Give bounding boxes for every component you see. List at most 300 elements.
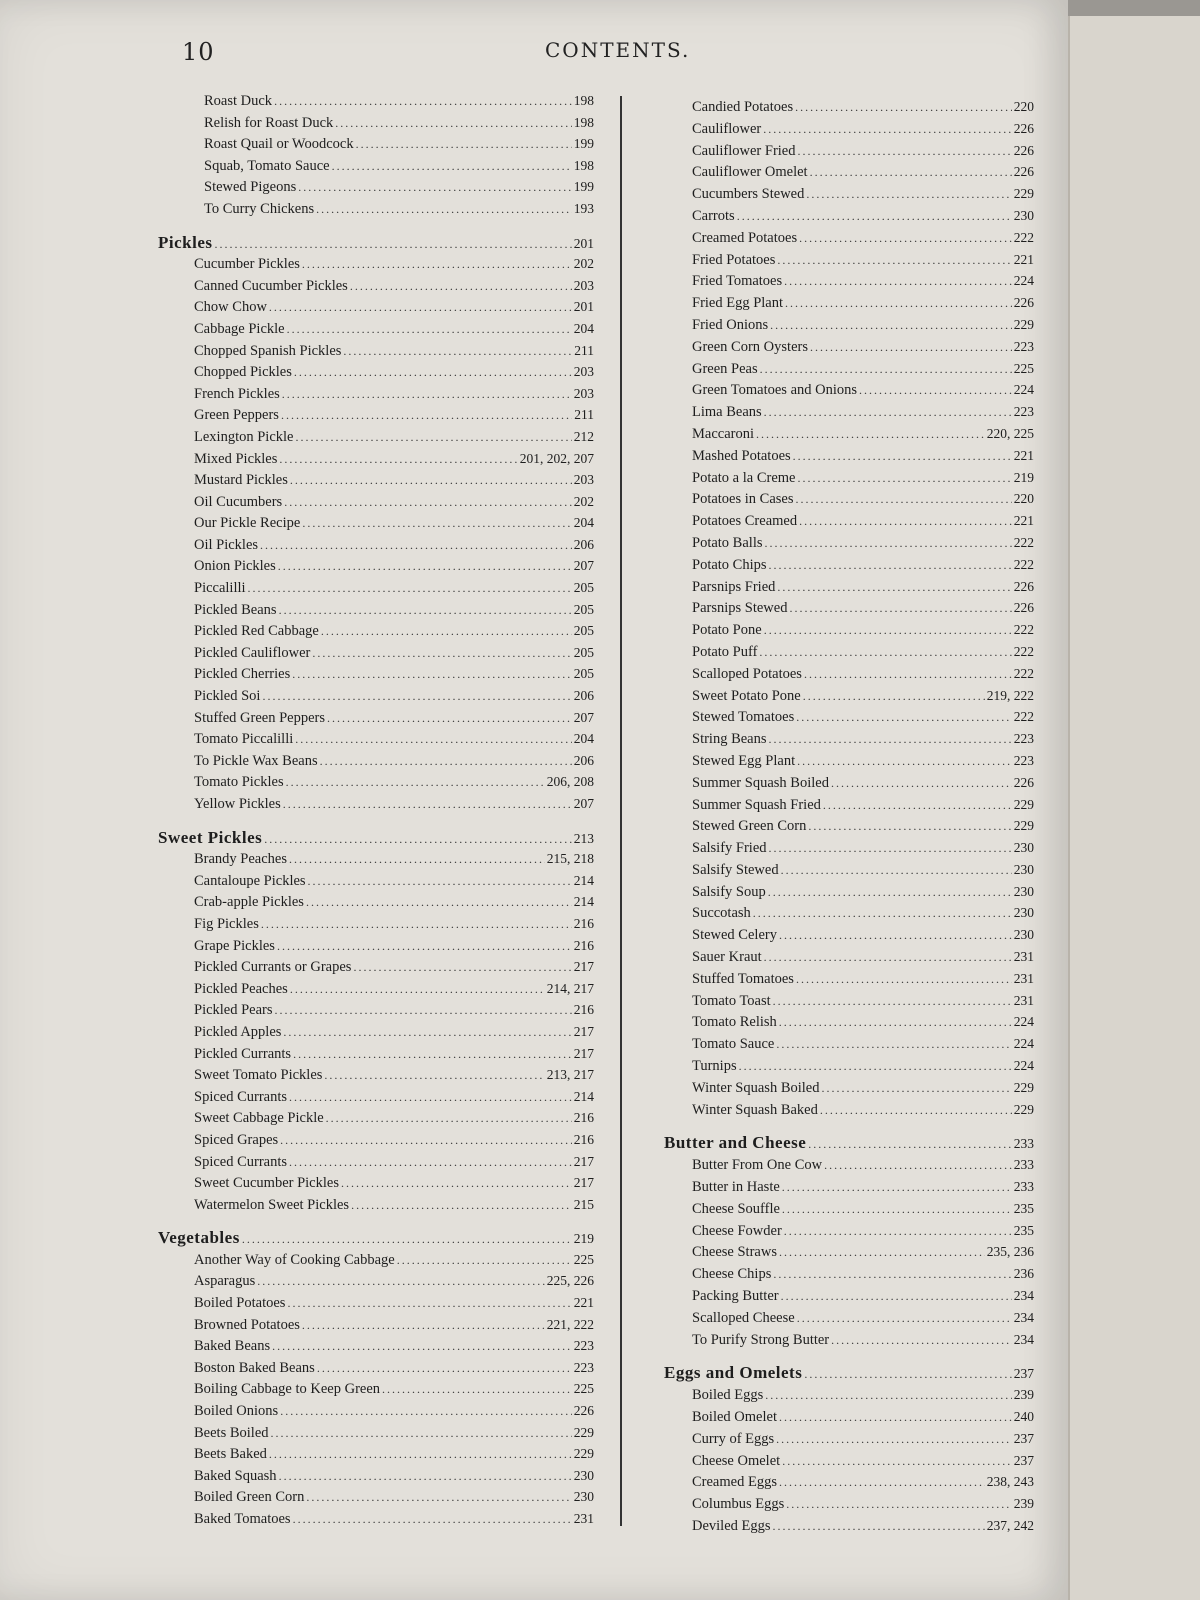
toc-entry — [158, 599, 594, 621]
dot-leader — [763, 119, 1011, 141]
entry-title: Boiling Cabbage to Keep Green — [194, 1381, 381, 1398]
section-heading — [158, 1227, 594, 1249]
dot-leader — [332, 156, 572, 178]
page-ref: 216 — [573, 1002, 594, 1018]
page-ref: 226 — [1013, 295, 1034, 311]
toc-entry — [664, 183, 1034, 205]
page-ref: 221, 222 — [546, 1316, 594, 1332]
entry-title: Salsify Stewed — [692, 861, 779, 878]
dot-leader — [356, 134, 572, 156]
entry-title: Stewed Tomatoes — [692, 709, 795, 726]
page-ref: 230 — [1013, 927, 1034, 943]
toc-entry — [158, 253, 594, 275]
toc-entry — [664, 270, 1034, 292]
page-ref: 230 — [1013, 883, 1034, 899]
entry-title: Green Tomatoes and Onions — [692, 382, 858, 399]
adjacent-page-edge — [1068, 14, 1200, 1600]
entry-title: Mashed Potatoes — [692, 447, 791, 464]
page-ref: 231 — [1013, 970, 1034, 986]
toc-entry — [664, 1450, 1034, 1472]
dot-leader — [803, 686, 985, 708]
dot-leader — [773, 1264, 1011, 1286]
toc-entry — [664, 750, 1034, 772]
toc-entry — [158, 1335, 594, 1357]
page-ref: 229 — [573, 1446, 594, 1462]
page-ref: 226 — [1013, 774, 1034, 790]
dot-leader — [798, 141, 1012, 163]
page-ref: 213, 217 — [546, 1067, 594, 1083]
toc-entry — [664, 1055, 1034, 1077]
dot-leader — [769, 555, 1012, 577]
dot-leader — [820, 1100, 1012, 1122]
section-heading — [158, 827, 594, 849]
toc-entry — [158, 685, 594, 707]
entry-title: Cheese Omelet — [692, 1452, 781, 1469]
entry-title: Cabbage Pickle — [194, 320, 285, 337]
toc-entry — [664, 227, 1034, 249]
entry-title: Boiled Eggs — [692, 1387, 764, 1404]
dot-leader — [326, 1108, 572, 1130]
dot-leader — [302, 513, 571, 535]
toc-entry — [664, 794, 1034, 816]
dot-leader — [302, 1315, 545, 1337]
entry-title: Chopped Spanish Pickles — [194, 342, 342, 359]
page-ref: 233 — [1013, 1157, 1034, 1173]
entry-title: Fried Tomatoes — [692, 273, 783, 290]
entry-title: Baked Squash — [194, 1467, 277, 1484]
page-ref: 229 — [1013, 796, 1034, 812]
entry-title: Pickled Apples — [194, 1023, 282, 1040]
page-ref: 216 — [573, 915, 594, 931]
page-ref: 231 — [573, 1511, 594, 1526]
toc-entry — [158, 1249, 594, 1271]
toc-entry — [664, 249, 1034, 271]
entry-title: Fried Potatoes — [692, 251, 776, 268]
toc-entry — [158, 577, 594, 599]
dot-leader — [768, 882, 1012, 904]
entry-title: Boiled Green Corn — [194, 1489, 305, 1506]
entry-title: Pickled Red Cabbage — [194, 623, 319, 640]
dot-leader — [260, 535, 572, 557]
dot-leader — [269, 297, 572, 319]
background-surface — [1060, 0, 1200, 16]
page-ref: 207 — [573, 796, 594, 811]
toc-entry — [664, 358, 1034, 380]
entry-title: Pickled Beans — [194, 601, 277, 618]
toc-entry — [664, 706, 1034, 728]
toc-entry — [158, 1107, 594, 1129]
page-ref: 237, 242 — [986, 1518, 1034, 1533]
toc-entry — [158, 1064, 594, 1086]
toc-entry — [158, 1422, 594, 1444]
entry-title: Crab-apple Pickles — [194, 894, 304, 911]
page-ref: 235 — [1013, 1222, 1034, 1238]
toc-entry — [664, 379, 1034, 401]
entry-title: Potatoes Creamed — [692, 513, 798, 530]
entry-title: Asparagus — [194, 1273, 256, 1290]
page-ref: 234 — [1013, 1309, 1034, 1325]
toc-entry — [664, 1515, 1034, 1537]
dot-leader — [242, 1229, 572, 1251]
page-ref: 226 — [1013, 578, 1034, 594]
entry-title: Baked Beans — [194, 1338, 271, 1355]
dot-leader — [796, 969, 1012, 991]
entry-title: Browned Potatoes — [194, 1316, 300, 1333]
toc-entry — [158, 361, 594, 383]
entry-title: To Pickle Wax Beans — [194, 752, 318, 769]
page-ref: 193 — [573, 200, 594, 216]
toc-entry — [664, 118, 1034, 140]
page-ref: 222 — [1013, 622, 1034, 638]
page-ref: 214 — [573, 894, 594, 910]
page-ref: 226 — [1013, 164, 1034, 180]
entry-title: Packing Butter — [692, 1288, 779, 1305]
page-ref: 223 — [573, 1359, 594, 1375]
page-ref: 223 — [573, 1338, 594, 1354]
dot-leader — [765, 1385, 1011, 1407]
dot-leader — [859, 380, 1012, 402]
dot-leader — [779, 925, 1012, 947]
dot-leader — [382, 1379, 572, 1401]
toc-entry — [158, 198, 594, 220]
dot-leader — [283, 794, 572, 816]
dot-leader — [824, 1155, 1012, 1177]
page-ref: 203 — [573, 277, 594, 293]
dot-leader — [779, 1407, 1012, 1429]
section-title: Sweet Pickles — [158, 827, 263, 847]
dot-leader — [281, 405, 572, 427]
entry-title: Oil Pickles — [194, 536, 259, 553]
toc-entry — [158, 318, 594, 340]
entry-title: Pickled Currants — [194, 1045, 292, 1062]
toc-entry — [158, 340, 594, 362]
toc-entry — [158, 1292, 594, 1314]
page-ref: 221 — [1013, 251, 1034, 267]
entry-title: Tomato Toast — [692, 992, 771, 1009]
column-divider — [620, 96, 622, 1526]
toc-entry — [158, 793, 594, 815]
dot-leader — [810, 162, 1012, 184]
page-ref: 211 — [574, 342, 594, 358]
toc-entry — [664, 859, 1034, 881]
entry-title: Tomato Pickles — [194, 774, 284, 791]
page-ref: 239 — [1013, 1387, 1034, 1403]
dot-leader — [308, 871, 572, 893]
toc-entry — [158, 999, 594, 1021]
entry-title: French Pickles — [194, 385, 280, 402]
toc-entry — [158, 555, 594, 577]
entry-title: Spiced Currants — [194, 1153, 288, 1170]
entry-title: Summer Squash Fried — [692, 796, 821, 813]
toc-entry — [664, 1198, 1034, 1220]
page-ref: 202 — [573, 256, 594, 272]
dot-leader — [782, 1199, 1012, 1221]
page-ref: 199 — [573, 179, 594, 195]
entry-title: Curry of Eggs — [692, 1430, 775, 1447]
toc-entry — [158, 296, 594, 318]
entry-title: Yellow Pickles — [194, 796, 281, 812]
page-ref: 204 — [573, 731, 594, 747]
dot-leader — [784, 1221, 1012, 1243]
page-ref: 216 — [573, 937, 594, 953]
entry-title: Cantaloupe Pickles — [194, 872, 306, 889]
entry-title: Pickled Pears — [194, 1002, 273, 1019]
toc-entry — [664, 161, 1034, 183]
toc-entry — [664, 1428, 1034, 1450]
entry-title: Onion Pickles — [194, 558, 276, 575]
page-ref: 213 — [573, 830, 594, 846]
dot-leader — [317, 1358, 572, 1380]
dot-leader — [335, 113, 571, 135]
dot-leader — [290, 979, 545, 1001]
section-title: Pickles — [158, 232, 213, 252]
toc-entry — [664, 968, 1034, 990]
entry-title: Tomato Relish — [692, 1014, 777, 1031]
page-ref: 225 — [1013, 360, 1034, 376]
dot-leader — [789, 598, 1011, 620]
page-ref: 222 — [1013, 643, 1034, 659]
entry-title: Sauer Kraut — [692, 949, 762, 966]
page-ref: 224 — [1013, 273, 1034, 289]
page-ref: 203 — [573, 364, 594, 380]
toc-entry — [158, 1021, 594, 1043]
toc-entry — [158, 956, 594, 978]
toc-entry — [664, 990, 1034, 1012]
toc-section — [664, 1132, 1034, 1350]
dot-leader — [271, 1423, 572, 1445]
entry-title: Beets Baked — [194, 1446, 267, 1463]
dot-leader — [779, 1242, 985, 1264]
page-number: 10 — [182, 38, 215, 66]
toc-entry — [664, 1307, 1034, 1329]
toc-entry — [664, 445, 1034, 467]
dot-leader — [283, 1022, 571, 1044]
dot-leader — [795, 97, 1012, 119]
dot-leader — [257, 1271, 545, 1293]
dot-leader — [821, 1078, 1011, 1100]
entry-title: Stewed Egg Plant — [692, 752, 796, 769]
toc-entry — [158, 891, 594, 913]
entry-title: Cucumbers Stewed — [692, 186, 805, 203]
entry-title: Stuffed Tomatoes — [692, 970, 794, 987]
page-ref: 235, 236 — [986, 1244, 1034, 1260]
dot-leader — [737, 206, 1012, 228]
page-ref: 225 — [573, 1251, 594, 1267]
dot-leader — [770, 315, 1012, 337]
dot-leader — [293, 1509, 572, 1531]
page-ref: 216 — [573, 1131, 594, 1147]
toc-entry — [158, 112, 594, 134]
dot-leader — [312, 643, 571, 665]
dot-leader — [277, 936, 572, 958]
toc-entry — [158, 620, 594, 642]
toc-entry — [664, 1263, 1034, 1285]
toc-entry — [158, 913, 594, 935]
entry-title: Stuffed Green Peppers — [194, 709, 326, 726]
page-ref: 214, 217 — [546, 980, 594, 996]
dot-leader — [295, 729, 571, 751]
entry-title: Sweet Potato Pone — [692, 687, 801, 704]
dot-leader — [806, 184, 1011, 206]
page-ref: 199 — [573, 136, 594, 152]
page-ref: 223 — [1013, 404, 1034, 420]
toc-entry — [158, 728, 594, 750]
page-ref: 207 — [573, 558, 594, 574]
dot-leader — [306, 1487, 571, 1509]
entry-title: Canned Cucumber Pickles — [194, 277, 348, 294]
entry-title: To Curry Chickens — [204, 200, 315, 217]
dot-leader — [784, 271, 1012, 293]
toc-entry — [664, 1241, 1034, 1263]
page-ref: 229 — [1013, 818, 1034, 834]
toc-entry — [158, 1151, 594, 1173]
section-heading — [158, 232, 594, 254]
page-ref: 198 — [573, 93, 594, 108]
entry-title: Green Peppers — [194, 407, 279, 424]
toc-entry — [664, 532, 1034, 554]
page-ref: 229 — [573, 1424, 594, 1440]
dot-leader — [289, 1152, 572, 1174]
page-ref: 217 — [573, 959, 594, 975]
toc-entry — [158, 1086, 594, 1108]
dot-leader — [272, 1336, 572, 1358]
page-ref: 217 — [573, 1023, 594, 1039]
toc-entry — [158, 1443, 594, 1465]
page-ref: 215 — [573, 1196, 594, 1212]
entry-title: Sweet Cucumber Pickles — [194, 1175, 339, 1192]
dot-leader — [823, 795, 1012, 817]
entry-title: Pickled Peaches — [194, 980, 288, 997]
page-ref: 226 — [1013, 142, 1034, 158]
dot-leader — [264, 829, 572, 851]
entry-title: Potato a la Creme — [692, 469, 796, 486]
toc-entry — [664, 1011, 1034, 1033]
entry-title: Butter From One Cow — [692, 1157, 823, 1174]
entry-title: Pickled Soi — [194, 688, 261, 705]
dot-leader — [797, 468, 1011, 490]
dot-leader — [289, 1087, 572, 1109]
entry-title: Maccaroni — [692, 425, 754, 442]
dot-leader — [808, 816, 1011, 838]
dot-leader — [279, 449, 517, 471]
entry-title: Pickled Cherries — [194, 666, 291, 683]
dot-leader — [279, 1466, 572, 1488]
page-ref: 211 — [574, 407, 594, 423]
entry-title: Roast Quail or Woodcock — [204, 136, 354, 153]
toc-entry — [664, 619, 1034, 641]
dot-leader — [316, 199, 572, 221]
toc-entry — [664, 837, 1034, 859]
toc-entry — [158, 1378, 594, 1400]
dot-leader — [341, 1173, 572, 1195]
page-ref: 221 — [1013, 513, 1034, 529]
toc-entry — [664, 205, 1034, 227]
dot-leader — [327, 708, 572, 730]
page-ref: 234 — [1013, 1288, 1034, 1304]
dot-leader — [796, 707, 1012, 729]
dot-leader — [797, 1308, 1012, 1330]
dot-leader — [302, 254, 572, 276]
page-ref: 229 — [1013, 1079, 1034, 1095]
page-ref: 206, 208 — [546, 774, 594, 790]
entry-title: Columbus Eggs — [692, 1496, 785, 1513]
page-ref: 198 — [573, 157, 594, 173]
entry-title: Stewed Green Corn — [692, 818, 807, 835]
entry-title: Deviled Eggs — [692, 1518, 771, 1534]
page-ref: 205 — [573, 623, 594, 639]
dot-leader — [287, 1293, 571, 1315]
page-ref: 225, 226 — [546, 1273, 594, 1289]
toc-entry — [664, 1406, 1034, 1428]
section-title: Butter and Cheese — [664, 1133, 807, 1153]
entry-title: Salsify Soup — [692, 883, 766, 900]
dot-leader — [274, 91, 572, 113]
toc-entry — [158, 1508, 594, 1530]
dot-leader — [293, 1044, 572, 1066]
entry-title: Potato Chips — [692, 556, 767, 573]
dot-leader — [306, 892, 572, 914]
entry-title: Potato Balls — [692, 534, 763, 551]
dot-leader — [796, 489, 1012, 511]
page-ref: 205 — [573, 644, 594, 660]
entry-title: Cucumber Pickles — [194, 256, 300, 273]
page-ref: 198 — [573, 114, 594, 130]
page-ref: 201, 202, 207 — [519, 450, 594, 466]
page-ref: 216 — [573, 1110, 594, 1126]
entry-title: Scalloped Cheese — [692, 1309, 795, 1326]
dot-leader — [785, 293, 1012, 315]
page-ref: 231 — [1013, 949, 1034, 965]
toc-entry — [158, 1314, 594, 1336]
page-ref: 240 — [1013, 1409, 1034, 1425]
dot-leader — [776, 1034, 1011, 1056]
dot-leader — [215, 234, 572, 256]
page-ref: 222 — [1013, 665, 1034, 681]
toc-entry — [664, 1077, 1034, 1099]
page-ref: 237 — [1013, 1430, 1034, 1446]
entry-title: Baked Tomatoes — [194, 1511, 291, 1527]
entry-title: Stewed Celery — [692, 927, 777, 944]
toc-entry — [664, 1384, 1034, 1406]
page-ref: 230 — [1013, 861, 1034, 877]
toc-entry — [158, 935, 594, 957]
page-ref: 219 — [573, 1231, 594, 1247]
entry-title: Lima Beans — [692, 404, 762, 421]
dot-leader — [343, 341, 572, 363]
dot-leader — [286, 772, 545, 794]
entry-title: Summer Squash Boiled — [692, 774, 829, 791]
entry-title: Scalloped Potatoes — [692, 665, 802, 682]
page-ref: 223 — [1013, 338, 1034, 354]
dot-leader — [764, 402, 1012, 424]
toc-entry — [158, 1270, 594, 1292]
page-ref: 205 — [573, 601, 594, 617]
toc-entry — [664, 467, 1034, 489]
toc-entry — [664, 924, 1034, 946]
toc-entry — [664, 1033, 1034, 1055]
toc-entry — [664, 1493, 1034, 1515]
dot-leader — [781, 860, 1012, 882]
page-ref: 224 — [1013, 1014, 1034, 1030]
toc-entry — [664, 1329, 1034, 1351]
entry-title: Oil Cucumbers — [194, 493, 283, 510]
toc-entry — [664, 510, 1034, 532]
section-heading — [664, 1362, 1034, 1384]
entry-title: Green Peas — [692, 360, 758, 377]
toc-entry — [158, 275, 594, 297]
page-ref: 202 — [573, 493, 594, 509]
dot-leader — [781, 1286, 1012, 1308]
